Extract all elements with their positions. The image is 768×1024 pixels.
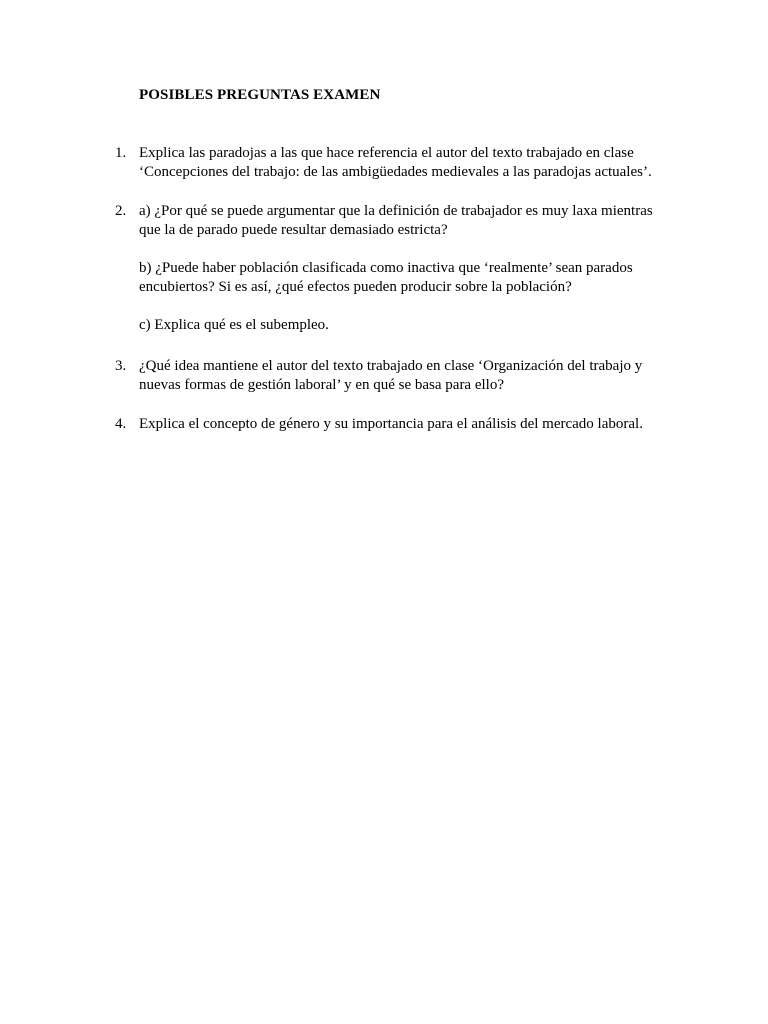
question-number: 2.: [115, 203, 127, 219]
question-text: [139, 415, 695, 434]
question-text: [139, 144, 695, 182]
paragraph-gap: [139, 297, 695, 316]
question-line: Explica el concepto de género y su importancia para el análisis del mercado laboral.: [139, 416, 643, 432]
question-line: ¿Qué idea mantiene el autor del texto trabajado en clase ‘Organización del trabajo y: [139, 358, 643, 374]
question-line: ‘Concepciones del trabajo: de las ambigüedades medievales a las paradojas actuales’.: [139, 164, 652, 180]
question-line: que la de parado puede resultar demasiado estricta?: [139, 222, 448, 238]
question-line: c) Explica qué es el subempleo.: [139, 317, 329, 333]
question-part-a: [139, 202, 695, 240]
question-number: 1.: [115, 145, 127, 161]
question-line: Explica las paradojas a las que hace referencia el autor del texto trabajado en clase: [139, 145, 634, 161]
paragraph-gap: [139, 240, 695, 259]
question-part-b: [139, 259, 695, 297]
page-title: POSIBLES PREGUNTAS EXAMEN: [139, 87, 381, 103]
question-part-c: [139, 316, 695, 335]
question-text: [139, 357, 695, 395]
question-line: b) ¿Puede haber población clasificada como inactiva que ‘realmente’ sean parados: [139, 260, 633, 276]
question-number: 3.: [115, 358, 127, 374]
question-line: nuevas formas de gestión laboral’ y en qué se basa para ello?: [139, 377, 504, 393]
question-line: a) ¿Por qué se puede argumentar que la definición de trabajador es muy laxa mientras: [139, 203, 653, 219]
question-text: [139, 202, 695, 335]
question-number: 4.: [115, 416, 127, 432]
question-line: encubiertos? Si es así, ¿qué efectos pueden producir sobre la población?: [139, 279, 572, 295]
